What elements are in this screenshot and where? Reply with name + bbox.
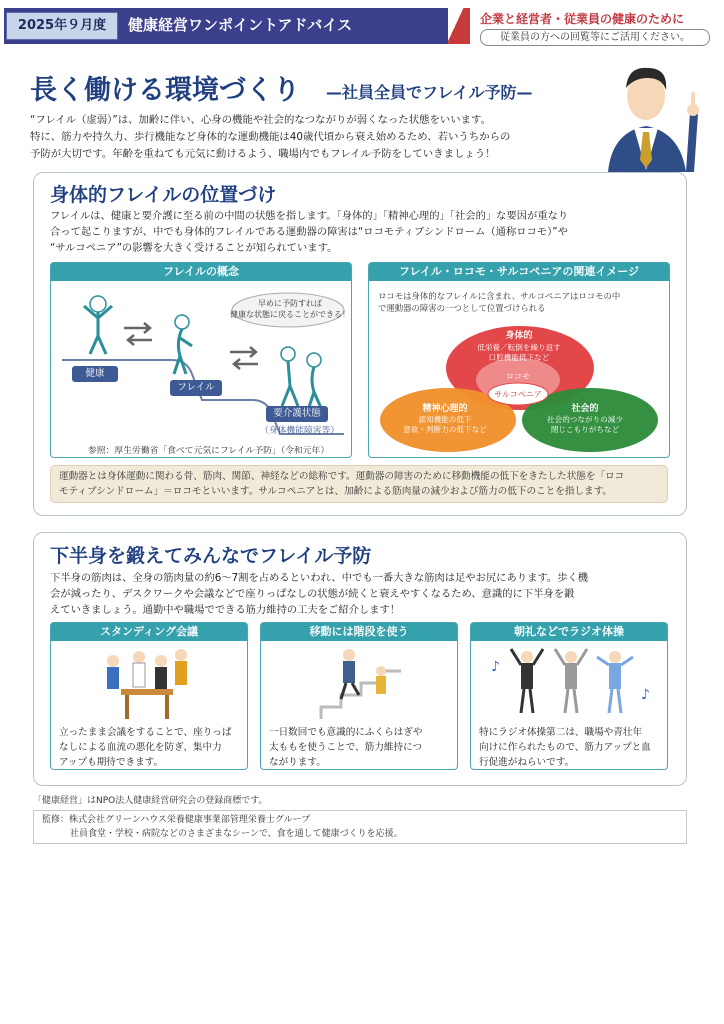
trademark-note: 「健康経営」はNPO法人健康経営研究会の登録商標です。 [33,796,268,806]
tip-title: 移動には階段を使う [261,623,457,641]
intro-text: “フレイル（虚弱）”は、加齢に伴い、心身の機能や社会的なつながりが弱くなった状態をいいます。 特に、筋力や持久力、歩行機能など身体的な運動機能は40歳代頃から衰え始めるため、若いうちからの 予防が大切です。年齢を重ねても元気に動けるよう、職場内でもフレイル予防をしていきましょう！ [30,114,511,160]
stage-care: 要介護状態 [266,406,328,422]
header-note: 従業員の方への回覧等にご活用ください。 [480,29,710,46]
tip-text: 立ったまま会議をすることで、座りっぱ なしによる血流の悪化を防ぎ、集中力 アップも期待できます。 [59,727,232,768]
relation-desc: ロコモは身体的なフレイルに含まれ、サルコペニアはロコモの中 で運動器の障害の一つとして位置づけられる [378,291,621,313]
standing-meeting-illustration [51,641,245,721]
concept-source: 参照：厚生労働省「食べて元気にフレイル予防」（令和元年） [88,446,330,456]
svg-text:♪: ♪ [491,659,500,675]
stage-care-sub: （身体機能障害等） [260,426,340,436]
venn-social-label: 社会的 [571,404,599,414]
tip-title: スタンディング会議 [51,623,247,641]
page-title: 長く働ける環境づくり [30,75,300,106]
radio-exercise-illustration [471,641,665,721]
page-subtitle: —社員全員でフレイル予防— [326,83,533,102]
tip-text: 特にラジオ体操第二は、職場や青壮年 向けに作られたもので、筋力アップと血 行促進がねらいです。 [479,727,651,768]
tip-card-radio-exercise [470,622,668,770]
header-tagline: 企業と経営者・従業員の健康のために [480,12,685,26]
venn-locomo: ロコモ [506,372,530,381]
svg-text:♪: ♪ [641,687,650,703]
tip-title: 朝礼などでラジオ体操 [471,623,667,641]
frailty-concept-title: フレイルの概念 [51,263,351,281]
concept-bubble: 早めに予防すれば 健康な状態に戻ることができる！ [230,299,350,319]
section2-body: 下半身の筋肉は、全身の筋肉量の約6～7割を占めるといわれ、中でも一番大きな筋肉は足やお尻にあります。歩く機 会が減ったり、デスクワークや会議などで座りっぱなしの状態が続くと衰えやすくなるため、意識的に下半身を鍛 えていきましょう。通勤中や職場でできる筋力維持の工夫をご紹介します！ [50,572,589,616]
section2-title: 下半身を鍛えてみんなでフレイル予防 [50,545,372,567]
supervision-box: 監修：株式会社グリーンハウス栄養健康事業部管理栄養士グループ 社員食堂・学校・病院などのさまざまなシーンで、食を通して健康づくりを応援。 [33,810,687,844]
venn-mental-label: 精神心理的 [422,404,468,414]
relation-title: フレイル・ロコモ・サルコペニアの関連イメージ [369,263,669,281]
header-accent [448,8,470,44]
venn-physical-items: 低栄養／転倒を繰り返す 口腔機能低下など [477,343,561,362]
venn-sarcopenia: サルコペニア [494,390,542,399]
stairs-illustration [261,641,455,721]
venn-physical-label: 身体的 [505,331,533,341]
venn-social-items: 社会的つながりの減少 閉じこもりがちなど [547,415,623,434]
issue-date: 2025年９月度 [6,12,118,40]
section1-body: フレイルは、健康と要介護に至る前の中間の状態を指します。「身体的」「精神心理的」「社会的」な要因が重なり 合って起こりますが、中でも身体的フレイルである運動器の障害は“ロコモティブシンドローム（通称ロコモ）”や “サルコペニア”の影響を大きく受けることが知られています。 [50,210,569,254]
section1-footnote: 運動器とは身体運動に関わる骨、筋肉、関節、神経などの総称です。運動器の障害のために移動機能の低下をきたした状態を「ロコ モティブシンドローム」＝ロコモといいます。サルコペニアとは、加齢による筋肉量の減少および筋力の低下のことを指します。 [50,465,668,503]
section1-title: 身体的フレイルの位置づけ [50,184,277,206]
businessman-illustration [590,52,702,172]
venn-mental-items: 認知機能の低下 意欲・判断力の低下など [403,415,487,434]
header-title: 健康経営ワンポイントアドバイス [128,16,353,34]
tip-card-standing-meeting [50,622,248,770]
tip-card-use-stairs [260,622,458,770]
stage-frailty: フレイル [170,380,222,396]
stage-health: 健康 [72,366,118,382]
tip-text: 一日数回でも意識的にふくらはぎや 太ももを使うことで、筋力維持につ ながります。 [269,727,423,768]
